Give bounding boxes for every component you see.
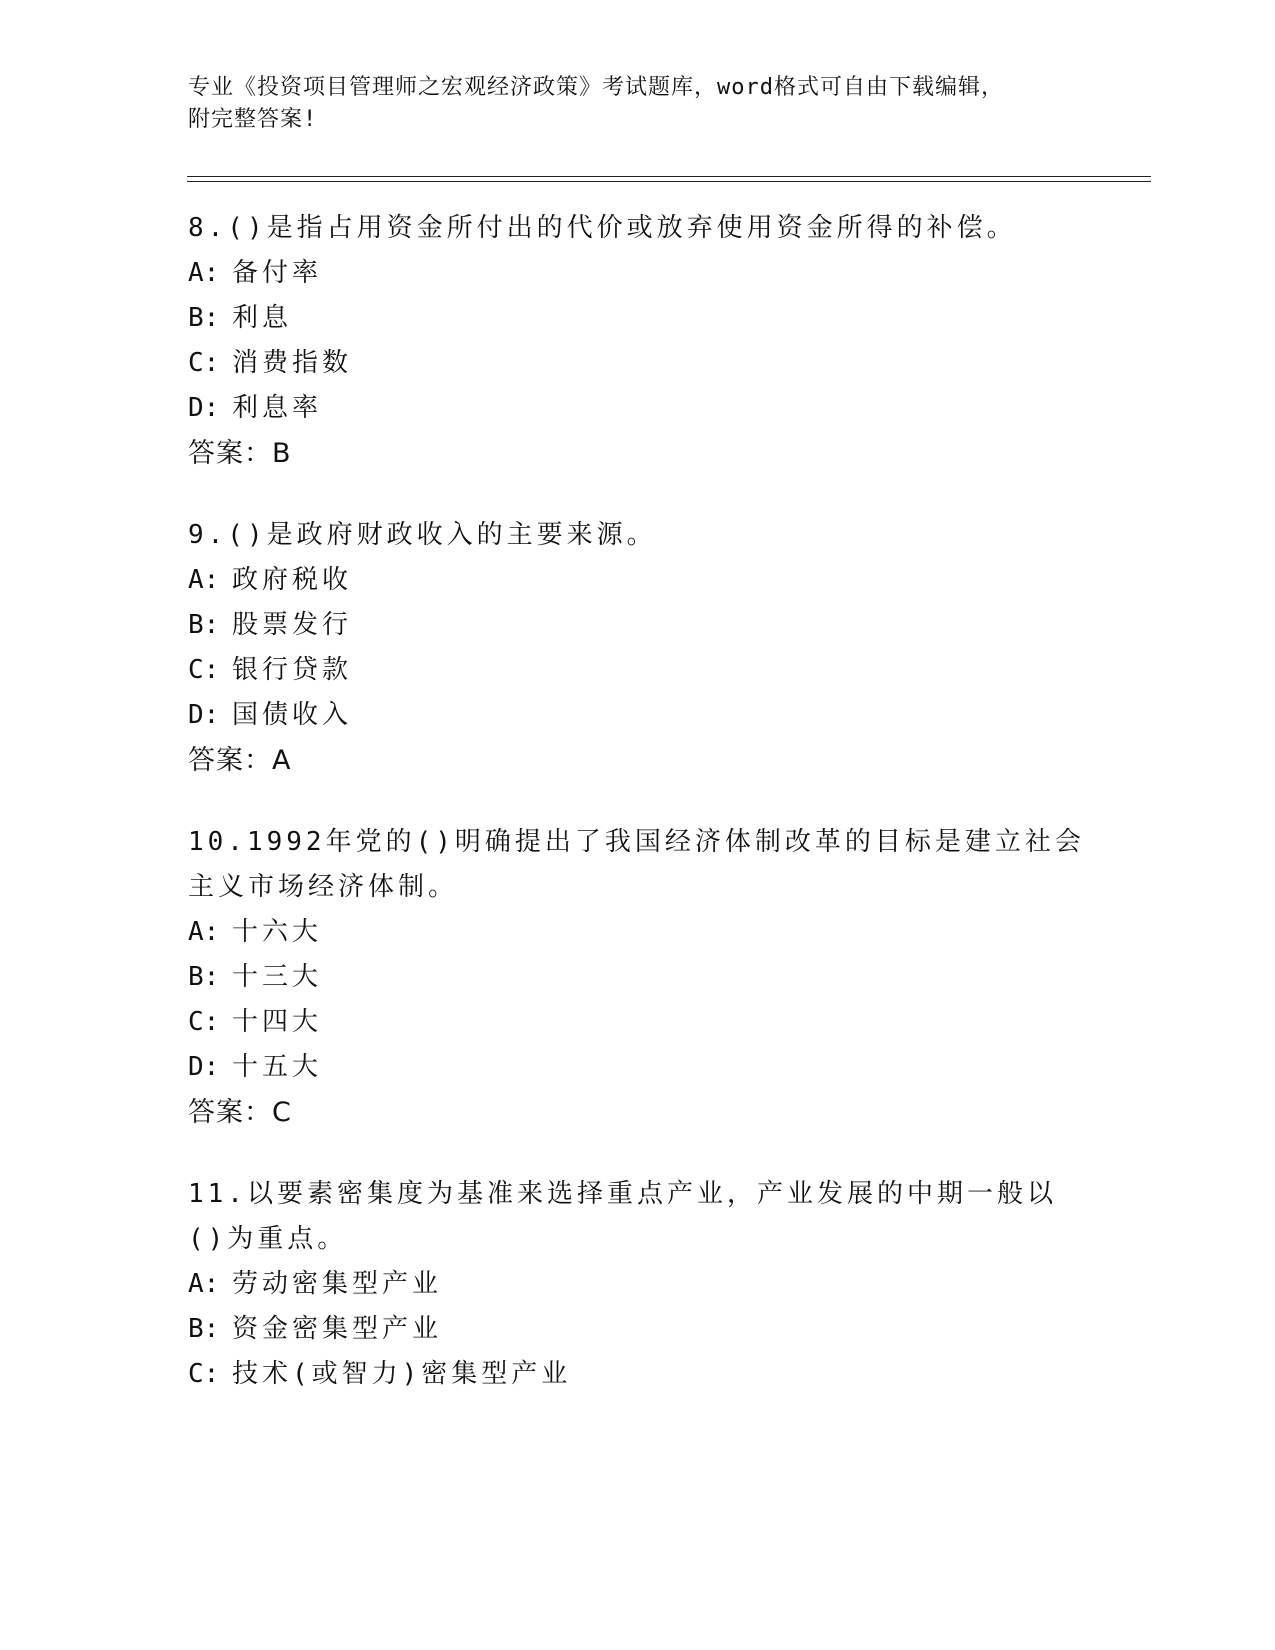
option-text: 技术(或智力)密集型产业: [232, 1359, 572, 1389]
header-line-2: 附完整答案!: [188, 107, 318, 132]
question-block: [188, 820, 1088, 1136]
option-item: [188, 1352, 1088, 1397]
header-divider-top: [187, 176, 1151, 177]
question-list: [188, 206, 1088, 1433]
option-text: 备付率: [232, 258, 323, 288]
option-text: 国债收入: [232, 700, 353, 730]
header-line-1: 专业《投资项目管理师之宏观经济政策》考试题库，word格式可自由下载编辑，: [188, 75, 1004, 100]
answer-label: 答案：: [188, 1097, 272, 1128]
option-item: [188, 1045, 1088, 1090]
option-text: 利息率: [232, 393, 323, 423]
answer-value: C: [272, 1097, 292, 1128]
option-letter: B:: [188, 610, 220, 640]
answer-label: 答案：: [188, 745, 272, 776]
answer-line: [188, 431, 1088, 477]
option-item: [188, 693, 1088, 738]
question-stem: 8.()是指占用资金所付出的代价或放弃使用资金所得的补偿。: [188, 213, 1017, 243]
option-text: 劳动密集型产业: [232, 1269, 443, 1299]
answer-value: B: [272, 438, 292, 469]
option-letter: A:: [188, 917, 220, 947]
option-text: 股票发行: [232, 610, 353, 640]
question-stem: 11.以要素密集度为基准来选择重点产业，产业发展的中期一般以()为重点。: [188, 1179, 1057, 1254]
option-letter: D:: [188, 393, 220, 423]
option-text: 银行贷款: [232, 655, 353, 685]
option-text: 十六大: [232, 917, 323, 947]
question-stem: 10.1992年党的()明确提出了我国经济体制改革的目标是建立社会主义市场经济体制。: [188, 827, 1085, 902]
question-stem: 9.()是政府财政收入的主要来源。: [188, 520, 657, 550]
option-item: [188, 603, 1088, 648]
option-text: 十三大: [232, 962, 323, 992]
option-item: [188, 386, 1088, 431]
option-letter: B:: [188, 962, 220, 992]
option-item: [188, 1307, 1088, 1352]
option-text: 资金密集型产业: [232, 1314, 443, 1344]
option-item: [188, 1000, 1088, 1045]
option-item: [188, 1262, 1088, 1307]
option-text: 消费指数: [232, 348, 353, 378]
answer-line: [188, 1090, 1088, 1136]
option-text: 利息: [232, 303, 293, 333]
option-letter: D:: [188, 700, 220, 730]
option-text: 十四大: [232, 1007, 323, 1037]
option-letter: C:: [188, 1359, 220, 1389]
answer-value: A: [272, 745, 292, 776]
option-item: [188, 296, 1088, 341]
option-item: [188, 910, 1088, 955]
option-item: [188, 341, 1088, 386]
question-block: [188, 513, 1088, 784]
option-letter: C:: [188, 348, 220, 378]
option-letter: B:: [188, 1314, 220, 1344]
option-item: [188, 558, 1088, 603]
option-text: 十五大: [232, 1052, 323, 1082]
option-letter: B:: [188, 303, 220, 333]
question-block: [188, 1172, 1088, 1397]
option-letter: C:: [188, 1007, 220, 1037]
option-letter: A:: [188, 1269, 220, 1299]
header-divider-bottom: [187, 181, 1151, 182]
question-block: [188, 206, 1088, 477]
option-letter: C:: [188, 655, 220, 685]
option-letter: A:: [188, 565, 220, 595]
document-header: [188, 72, 1068, 136]
option-letter: D:: [188, 1052, 220, 1082]
option-item: [188, 648, 1088, 693]
answer-label: 答案：: [188, 438, 272, 469]
option-item: [188, 251, 1088, 296]
option-text: 政府税收: [232, 565, 353, 595]
option-item: [188, 955, 1088, 1000]
answer-line: [188, 738, 1088, 784]
option-letter: A:: [188, 258, 220, 288]
